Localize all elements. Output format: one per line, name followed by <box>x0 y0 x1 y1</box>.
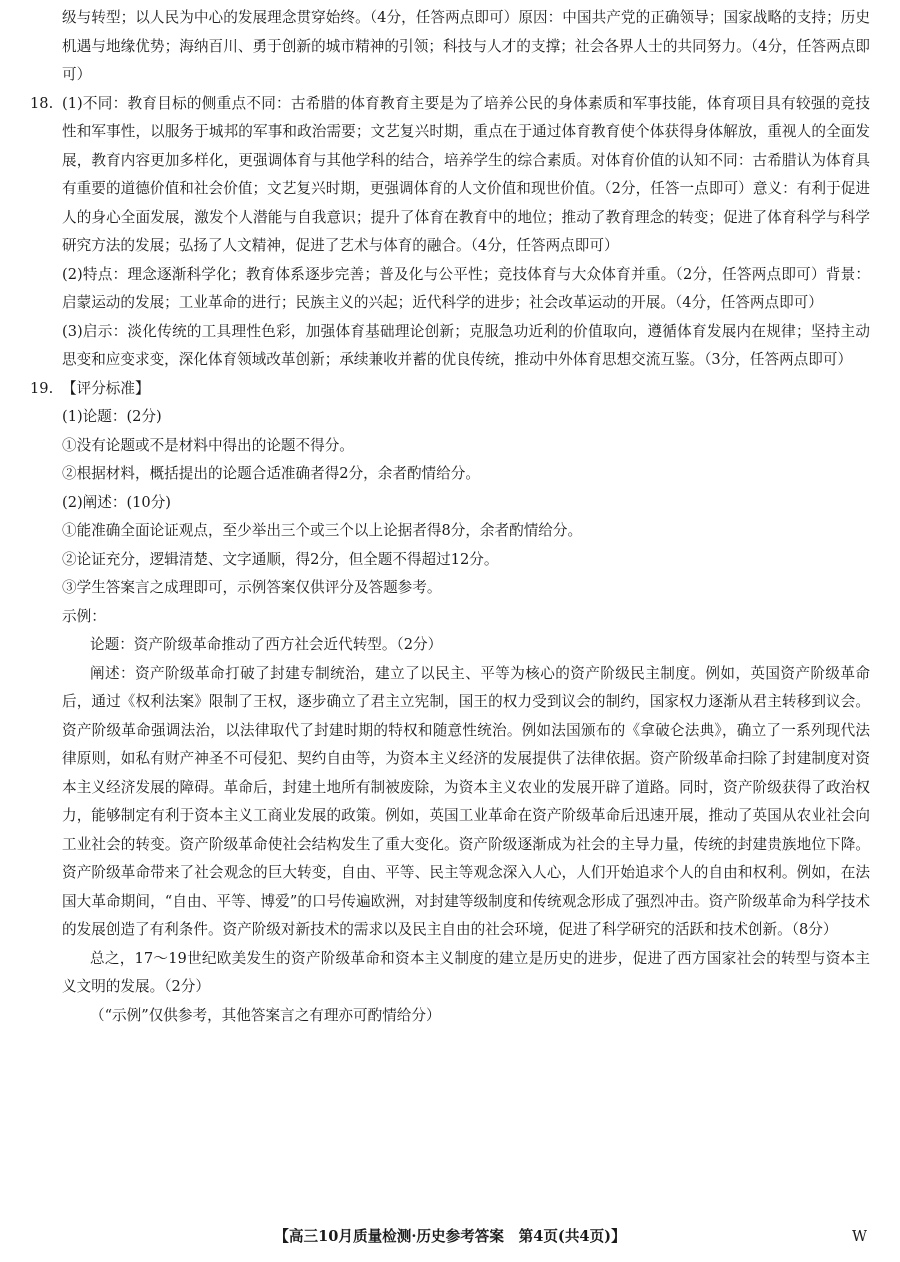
example-thesis <box>30 631 870 660</box>
criteria-line <box>30 460 870 489</box>
question-18-part-3 <box>30 318 870 375</box>
criteria-line <box>30 489 870 518</box>
intro-text: 级与转型；以人民为中心的发展理念贯穿始终。（4分，任答两点即可）原因：中国共产党的正确领导；国家战略的支持；历史机遇与地缘优势；海纳百川、勇于创新的城市精神的引领；科技与人才的支撑；社会各界人士的共同努力。（4分，任答两点即可） <box>62 9 870 83</box>
example-label <box>30 603 870 632</box>
example-note-text: （“示例”仅供参考，其他答案言之有理亦可酌情给分） <box>90 1006 441 1024</box>
criteria-line <box>30 517 870 546</box>
criteria-item: ③学生答案言之成理即可，示例答案仅供评分及答题参考。 <box>62 579 442 596</box>
question-18-number: 18. <box>30 94 54 112</box>
criteria-item: ②根据材料，概括提出的论题合适准确者得2分，余者酌情给分。 <box>62 465 480 482</box>
criteria-item: ②论证充分，逻辑清楚、文字通顺，得2分，但全题不得超过12分。 <box>62 550 499 568</box>
criteria-item: ①没有论题或不是材料中得出的论题不得分。 <box>62 436 354 454</box>
q18-part2-text: (2)特点：理念逐渐科学化；教育体系逐步完善；普及化与公平性；竞技体育与大众体育并重。（2分，任答两点即可）背景：启蒙运动的发展；工业革命的进行；民族主义的兴起；近代科学的进步；社会改革运动的开展。（4分，任答两点即可） <box>62 265 870 311</box>
criteria-line <box>30 403 870 432</box>
question-18-part-2 <box>30 261 870 318</box>
example-label-text: 示例： <box>62 607 106 625</box>
example-argument-text: 阐述：资产阶级革命打破了封建专制统治，建立了以民主、平等为核心的资产阶级民主制度。例如，英国资产阶级革命后，通过《权利法案》限制了王权，逐步确立了君主立宪制，国王的权力受到议会的制约，国家权力逐渐从君主转移到议会。资产阶级革命强调法治，以法律取代了封建时期的特权和随意性统治。例如法国颁布的《拿破仑法典》，确立了一系列现代法律原则，如私有财产神圣不可侵犯、契约自由等，为资本主义经济的发展提供了法律依据。资产阶级革命扫除了封建制度对资本主义经济发展的障碍。革命后，封建土地所有制被废除，为资本主义农业的发展开辟了道路。同时，资产阶级获得了政治权力，能够制定有利于资本主义工商业发展的政策。例如，英国工业革命在资产阶级革命后迅速开展，推动了英国从农业社会向工业社会的转变。资产阶级革命使社会结构发生了重大变化。资产阶级逐渐成为社会的主导力量，传统的封建贵族地位下降。资产阶级革命带来了社会观念的巨大转变，自由、平等、民主等观念深入人心，人们开始追求个人的自由和权利。例如，在法国大革命期间，“自由、平等、博爱”的口号传遍欧洲，对封建等级制度和传统观念形成了强烈冲击。资产阶级革命为科学技术的发展创造了有利条件。资产阶级对新技术的需求以及民主自由的社会环境，促进了科学研究的活跃和技术创新。（8分） <box>62 664 870 938</box>
example-conclusion <box>30 945 870 1002</box>
q18-part3-text: (3)启示：淡化传统的工具理性色彩，加强体育基础理论创新；克服急功近利的价值取向，遵循体育发展内在规律；坚持主动思变和应变求变，深化体育领域改革创新；承续兼收并蓄的优良传统，推动中外体育思想交流互鉴。（3分，任答两点即可） <box>62 322 870 368</box>
footer-title: 【高三10月质量检测·历史参考答案 第4页(共4页)】 <box>274 1228 626 1245</box>
criteria-thesis: (1)论题：(2分) <box>62 408 162 425</box>
example-thesis-text: 论题：资产阶级革命推动了西方社会近代转型。（2分） <box>90 636 443 653</box>
page-footer <box>0 1224 900 1250</box>
example-note <box>30 1002 870 1031</box>
criteria-argument: (2)阐述：(10分) <box>62 493 172 511</box>
example-argument <box>30 660 870 945</box>
example-conclusion-text: 总之，17～19世纪欧美发生的资产阶级革命和资本主义制度的建立是历史的进步，促进了西方国家社会的转型与资本主义文明的发展。（2分） <box>62 949 870 995</box>
question-19-number: 19. <box>30 379 54 397</box>
q18-part1-text: (1)不同：教育目标的侧重点不同：古希腊的体育教育主要是为了培养公民的身体素质和军事技能，体育项目具有较强的竞技性和军事性，以服务于城邦的军事和政治需要；文艺复兴时期，重点在于通过体育教育使个体获得身体解放，重视人的全面发展，教育内容更加多样化，更强调体育与其他学科的结合，培养学生的综合素质。对体育价值的认知不同：古希腊认为体育具有重要的道德价值和社会价值；文艺复兴时期，更强调体育的人文价值和现世价值。（2分，任答一点即可）意义：有利于促进人的身心全面发展，激发个人潜能与自我意识；提升了体育在教育中的地位；推动了教育理念的转变；促进了体育科学与科学研究方法的发展；弘扬了人文精神，促进了艺术与体育的融合。（4分，任答两点即可） <box>62 94 870 254</box>
criteria-line <box>30 546 870 575</box>
previous-answer-continuation <box>30 4 870 90</box>
question-19-heading <box>30 375 870 404</box>
answer-content <box>30 4 870 1030</box>
scoring-criteria-heading: 【评分标准】 <box>62 379 150 397</box>
criteria-line <box>30 432 870 461</box>
question-18-part-1 <box>30 90 870 261</box>
criteria-line <box>30 574 870 603</box>
criteria-item: ①能准确全面论证观点，至少举出三个或三个以上论据者得8分，余者酌情给分。 <box>62 522 583 539</box>
footer-mark: W <box>852 1228 867 1245</box>
